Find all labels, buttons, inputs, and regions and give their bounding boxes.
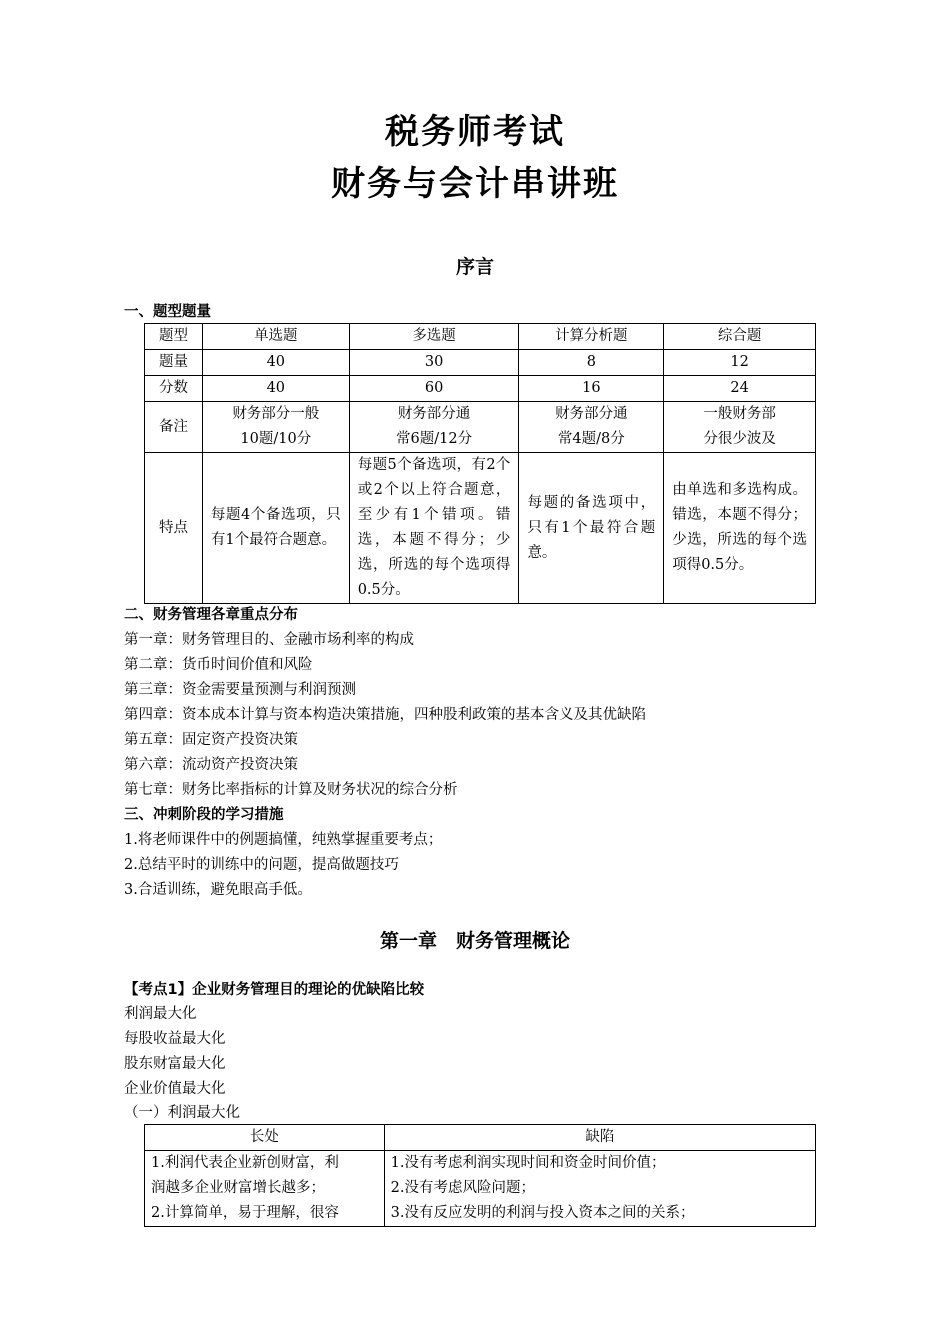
table-cell: 长处 bbox=[145, 1125, 385, 1151]
table-cell bbox=[519, 402, 664, 453]
table-cell: 每题的备选项中，只有1个最符合题意。 bbox=[519, 453, 664, 604]
table-cell: 24 bbox=[664, 376, 816, 402]
cell-line: 1.没有考虑利润实现时间和资金时间价值； bbox=[390, 1155, 666, 1171]
list-item: 股东财富最大化 bbox=[124, 1056, 226, 1072]
table-cell bbox=[349, 402, 519, 453]
list-item: 2.总结平时的训练中的问题，提高做题技巧 bbox=[124, 857, 399, 873]
table-row bbox=[145, 453, 816, 604]
list-item: 第五章：固定资产投资决策 bbox=[124, 732, 298, 748]
section3-heading: 三、冲刺阶段的学习措施 bbox=[124, 807, 284, 823]
cell-line: 2.没有考虑风险问题； bbox=[390, 1180, 535, 1196]
list-item: 企业价值最大化 bbox=[124, 1081, 226, 1097]
cell-line: 常4题/8分 bbox=[557, 431, 625, 447]
table-cell bbox=[664, 402, 816, 453]
table-cell: 特点 bbox=[145, 453, 203, 604]
cell-line: 财务部分通 bbox=[397, 406, 471, 422]
table-cell: 16 bbox=[519, 376, 664, 402]
cell-line: 一般财务部 bbox=[703, 406, 776, 422]
exam-format-table bbox=[144, 323, 816, 604]
preface-heading: 序言 bbox=[455, 256, 494, 278]
table-cell: 缺陷 bbox=[384, 1125, 815, 1151]
table-cell: 40 bbox=[202, 350, 349, 376]
cell-line: 2.计算简单，易于理解，很容 bbox=[151, 1205, 339, 1221]
table-row bbox=[145, 1151, 816, 1227]
cell-line: 10题/10分 bbox=[240, 431, 312, 447]
list-item: 3.合适训练，避免眼高手低。 bbox=[124, 882, 312, 898]
list-item: 每股收益最大化 bbox=[124, 1031, 226, 1047]
table-cell: 60 bbox=[349, 376, 519, 402]
table-cell: 30 bbox=[349, 350, 519, 376]
table-cell: 计算分析题 bbox=[519, 324, 664, 350]
table-row bbox=[145, 350, 816, 376]
cell-line: 1.利润代表企业新创财富，利 bbox=[151, 1155, 339, 1171]
subheading: （一）利润最大化 bbox=[124, 1105, 240, 1121]
table-cell: 备注 bbox=[145, 402, 203, 453]
table-cell: 12 bbox=[664, 350, 816, 376]
table-cell: 分数 bbox=[145, 376, 203, 402]
point1-heading: 【考点1】企业财务管理目的理论的优缺陷比较 bbox=[124, 982, 425, 998]
table-cell: 每题4个备选项，只有1个最符合题意。 bbox=[202, 453, 349, 604]
table-cell: 多选题 bbox=[349, 324, 519, 350]
table-cell: 由单选和多选构成。错选，本题不得分；少选，所选的每个选项得0.5分。 bbox=[664, 453, 816, 604]
cell-line: 分很少波及 bbox=[703, 431, 776, 447]
list-item: 第一章：财务管理目的、金融市场利率的构成 bbox=[124, 632, 414, 648]
table-header-row bbox=[145, 1125, 816, 1151]
cell-line: 财务部分通 bbox=[555, 406, 628, 422]
table-header-row bbox=[145, 324, 816, 350]
table-cell bbox=[384, 1151, 815, 1227]
table-cell: 8 bbox=[519, 350, 664, 376]
list-item: 第二章：货币时间价值和风险 bbox=[124, 657, 313, 673]
table-cell: 题型 bbox=[145, 324, 203, 350]
list-item: 利润最大化 bbox=[124, 1006, 197, 1022]
table-cell: 综合题 bbox=[664, 324, 816, 350]
table-row bbox=[145, 402, 816, 453]
section2-heading: 二、财务管理各章重点分布 bbox=[124, 607, 298, 623]
list-item: 第三章：资金需要量预测与利润预测 bbox=[124, 682, 356, 698]
table-cell: 单选题 bbox=[202, 324, 349, 350]
list-item: 1.将老师课件中的例题搞懂，纯熟掌握重要考点； bbox=[124, 832, 443, 848]
cell-line: 财务部分一般 bbox=[232, 406, 320, 422]
cell-line: 润越多企业财富增长越多； bbox=[151, 1180, 325, 1196]
cell-line: 3.没有反应发明的利润与投入资本之间的关系； bbox=[390, 1205, 695, 1221]
table-cell: 40 bbox=[202, 376, 349, 402]
section1-heading: 一、题型题量 bbox=[124, 304, 211, 320]
doc-title-line1: 税务师考试 bbox=[385, 112, 565, 152]
table-cell: 题量 bbox=[145, 350, 203, 376]
doc-title-line2: 财务与会计串讲班 bbox=[331, 164, 619, 204]
table-cell bbox=[202, 402, 349, 453]
cell-line: 常6题/12分 bbox=[396, 431, 473, 447]
profit-maximization-table bbox=[144, 1124, 816, 1227]
list-item: 第七章：财务比率指标的计算及财务状况的综合分析 bbox=[124, 782, 458, 798]
chapter1-heading: 第一章 财务管理概论 bbox=[379, 930, 570, 952]
table-cell: 每题5个备选项，有2个或2个以上符合题意，至少有1个错项。错选，本题不得分；少选，所选的每个选项得0.5分。 bbox=[349, 453, 519, 604]
table-row bbox=[145, 376, 816, 402]
table-cell bbox=[145, 1151, 385, 1227]
list-item: 第六章：流动资产投资决策 bbox=[124, 757, 298, 773]
list-item: 第四章：资本成本计算与资本构造决策措施，四种股利政策的基本含义及其优缺陷 bbox=[124, 707, 646, 723]
